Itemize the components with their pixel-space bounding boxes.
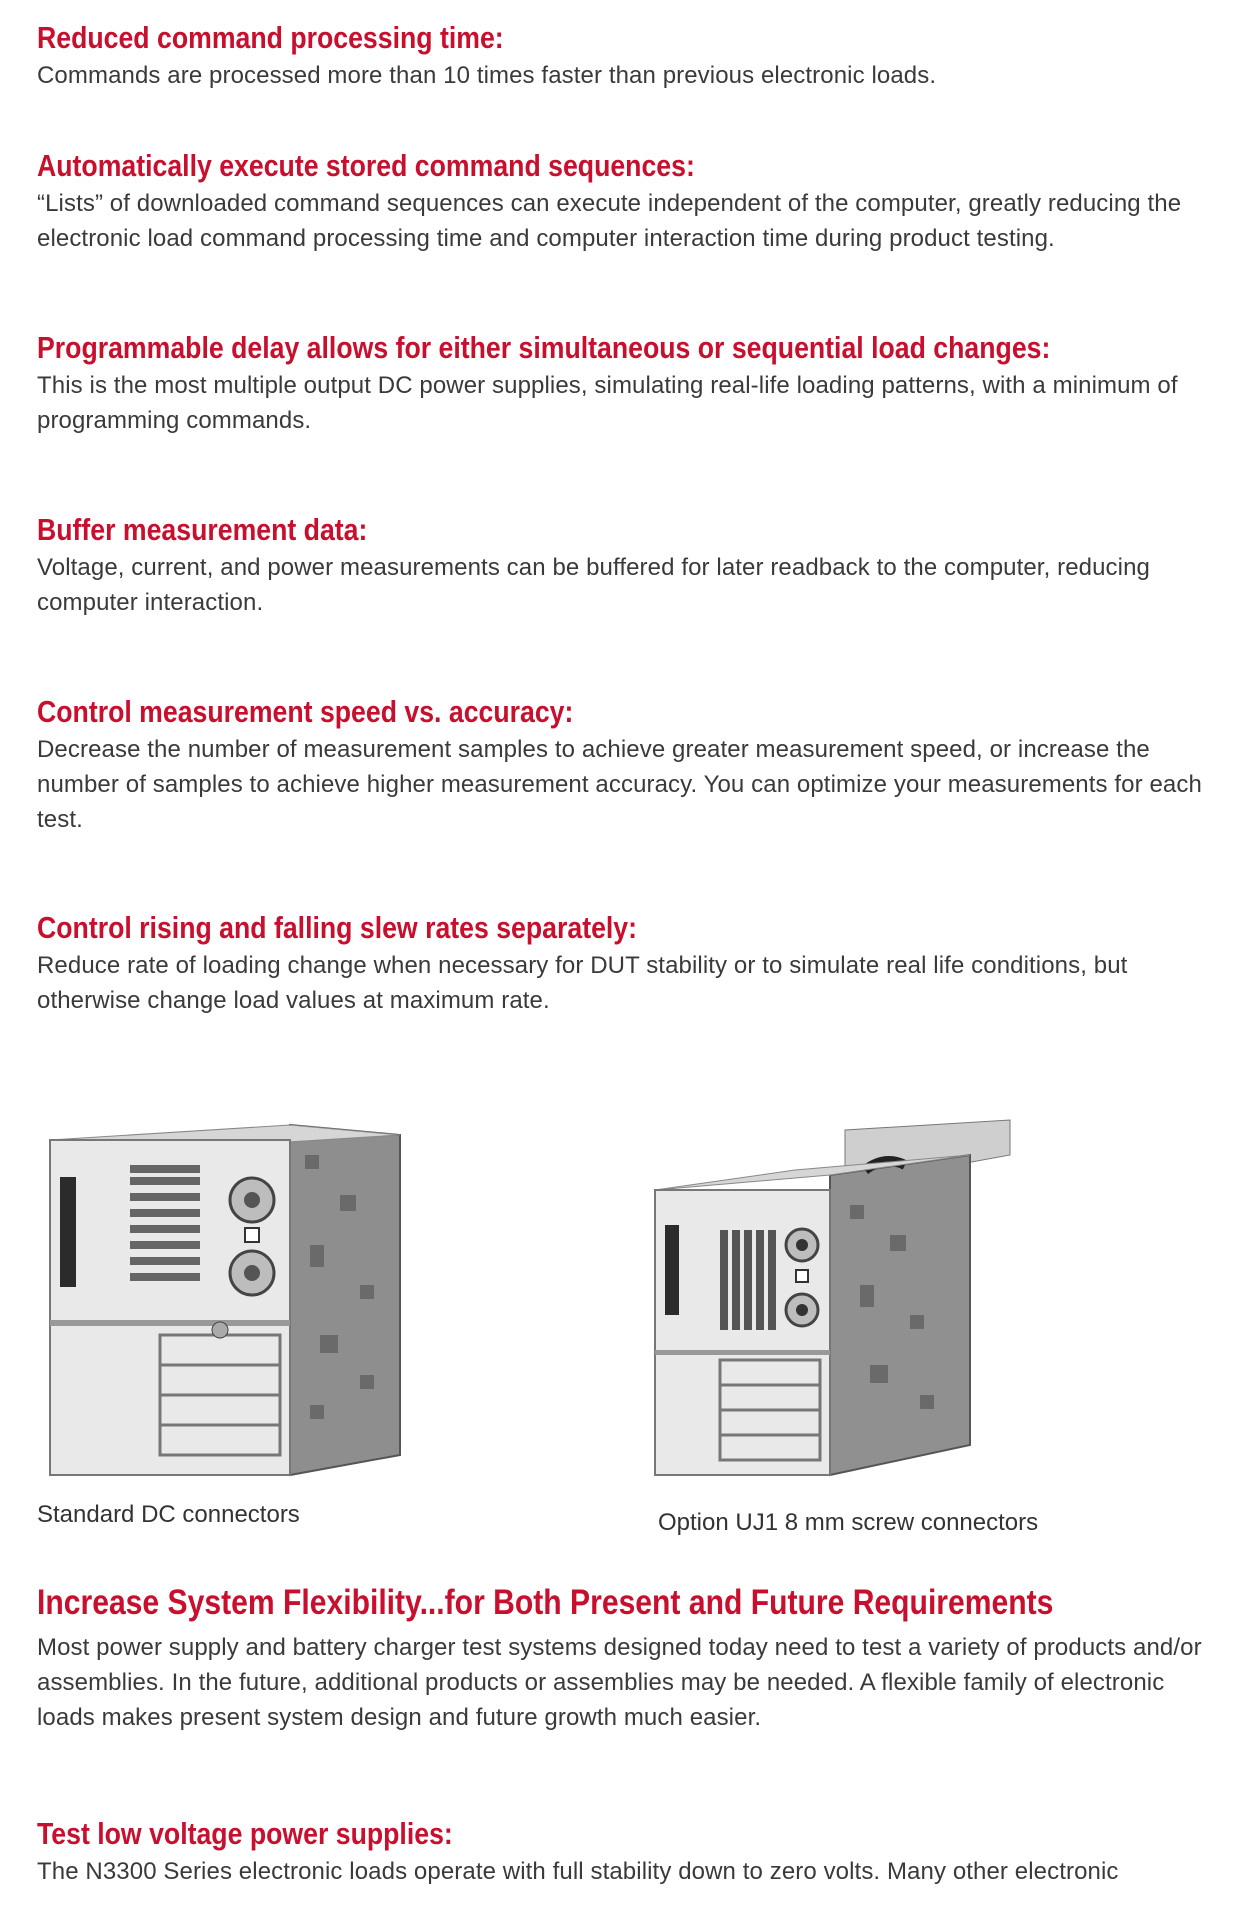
section-body: Most power supply and battery charger test systems designed today need to test a variety of products and/or assemblies. In the future, additional products or assemblies may be needed. A flexible family of electronic loads makes present system design and future growth much easier. <box>37 1634 1202 1731</box>
section-slew-rates <box>37 908 1207 1018</box>
section-body: Decrease the number of measurement samples to achieve greater measurement speed, or increase the number of samples to achieve higher measurement accuracy. You can optimize your measurements for each test. <box>37 736 1202 833</box>
section-heading: Increase System Flexibility...for Both Present and Future Requirements <box>37 1583 1054 1622</box>
section-heading: Automatically execute stored command sequences: <box>37 148 695 183</box>
section-stored-sequences <box>37 146 1207 256</box>
section-body: Commands are processed more than 10 times faster than previous electronic loads. <box>37 62 937 89</box>
section-command-time <box>37 18 1207 93</box>
section-system-flexibility <box>37 1580 1207 1735</box>
figure-caption-standard: Standard DC connectors <box>37 1501 300 1528</box>
section-heading: Control measurement speed vs. accuracy: <box>37 694 574 729</box>
section-body: Reduce rate of loading change when necessary for DUT stability or to simulate real life conditions, but otherwise change load values at maximum rate. <box>37 952 1128 1014</box>
section-body: This is the most multiple output DC power supplies, simulating real-life loading patterns, with a minimum of programming commands. <box>37 372 1178 434</box>
section-heading: Reduced command processing time: <box>37 20 504 55</box>
section-body: Voltage, current, and power measurements can be buffered for later readback to the computer, reducing computer interaction. <box>37 554 1150 616</box>
section-heading: Buffer measurement data: <box>37 512 368 547</box>
section-low-voltage <box>37 1814 1207 1889</box>
section-speed-accuracy <box>37 692 1207 837</box>
electronic-load-module-uj1-photo <box>650 1115 1020 1485</box>
section-heading: Programmable delay allows for either simultaneous or sequential load changes: <box>37 330 1051 365</box>
section-body: The N3300 Series electronic loads operate with full stability down to zero volts. Many other electronic <box>37 1858 1119 1885</box>
section-heading: Control rising and falling slew rates separately: <box>37 910 638 945</box>
section-buffer-data <box>37 510 1207 620</box>
section-programmable-delay <box>37 328 1207 438</box>
section-body: “Lists” of downloaded command sequences can execute independent of the computer, greatly reducing the electronic load command processing time and computer interaction time during product testing. <box>37 190 1182 252</box>
section-heading: Test low voltage power supplies: <box>37 1816 453 1851</box>
figure-caption-uj1: Option UJ1 8 mm screw connectors <box>658 1509 1039 1536</box>
electronic-load-module-standard-photo <box>40 1115 410 1485</box>
